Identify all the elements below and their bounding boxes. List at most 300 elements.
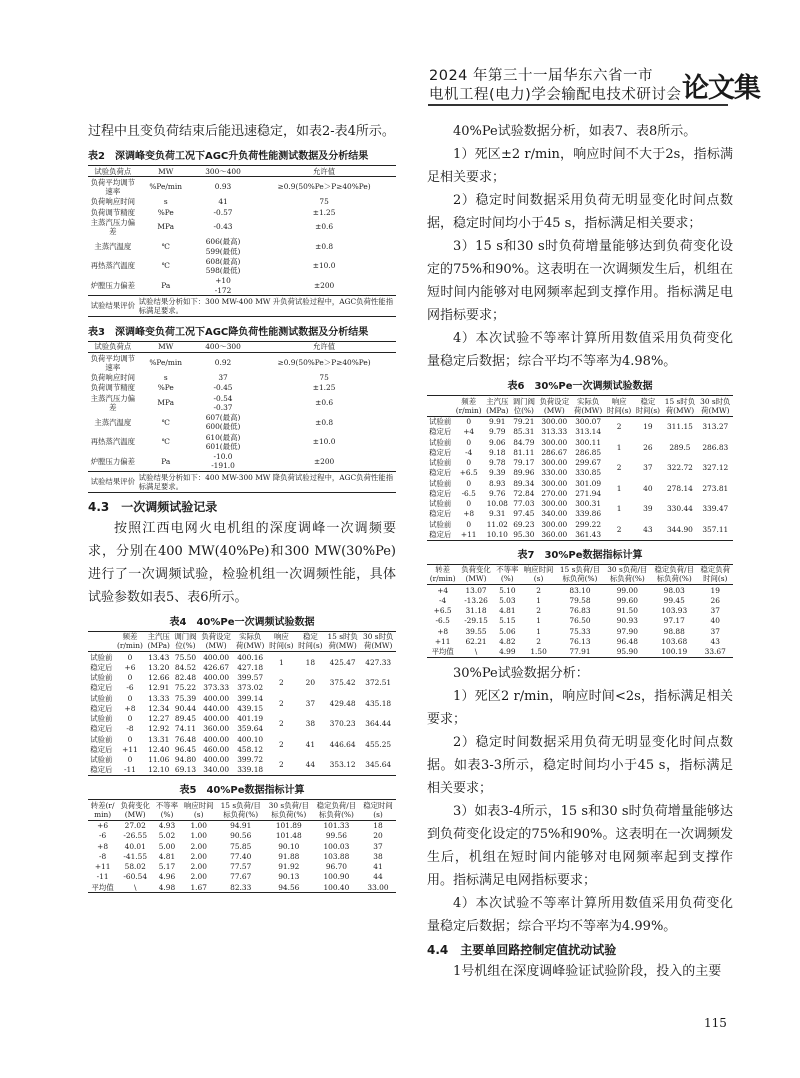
- table-cell: 试验前: [90, 755, 113, 764]
- table-cell: 0: [127, 693, 133, 703]
- table-cell: -11: [96, 872, 109, 882]
- table-cell: 77.40: [230, 851, 252, 861]
- table-cell-merged: 313.27: [702, 422, 729, 432]
- table-cell: 主蒸汽温度: [94, 417, 132, 427]
- table-cell: 稳定后: [429, 427, 452, 437]
- table-cell: ℃: [161, 241, 170, 251]
- table-header-cell: 300～400: [194, 166, 252, 177]
- table-header-cell: 30 s时负 荷(MW): [698, 396, 733, 417]
- table-cell: 79.17: [513, 458, 535, 467]
- table-cell: 33.67: [704, 647, 726, 656]
- table-cell: MPa: [157, 222, 175, 232]
- table-cell: 58.02: [124, 862, 146, 871]
- table-cell: 1.00: [190, 831, 207, 841]
- table-header-cell: 试验负荷点: [88, 341, 138, 352]
- table-row: [88, 862, 396, 872]
- table-cell: 稳定后: [429, 468, 452, 478]
- table-cell: 41: [218, 197, 228, 207]
- table-cell-merged: 1: [279, 657, 284, 667]
- table-cell: 82.48: [174, 673, 197, 682]
- table-cell: 75.50: [174, 652, 197, 662]
- table-cell-merged: 375.42: [329, 678, 356, 688]
- table-cell-merged: 2: [279, 739, 284, 749]
- table-cell: 100.90: [323, 872, 350, 882]
- table3-caption: 表3 深调峰变负荷工况下AGC降负荷性能测试数据及分析结果: [88, 326, 369, 338]
- table-cell: 400.16: [237, 652, 264, 662]
- table-cell: 95.90: [616, 647, 638, 656]
- table-cell-merged: 353.12: [329, 760, 356, 770]
- table-cell: s: [163, 373, 168, 382]
- analysis-40-item3: 3）15 s和30 s时负荷增量能够达到负荷变化设定的75%和90%。这表明在一次调频发生后，机组在短时间内能够对电网频率起到支撑作用。指标满足电网指标要求；: [427, 239, 733, 323]
- table-cell: 76.50: [569, 616, 591, 626]
- table-cell: %Pe/min: [149, 182, 183, 192]
- table-cell: 9.78: [489, 458, 506, 467]
- table-cell: -6: [99, 831, 107, 841]
- table-cell: 75.39: [174, 693, 197, 703]
- table-row: [427, 616, 733, 626]
- table-cell: ±200: [313, 456, 335, 466]
- table-cell: 300.00: [541, 519, 568, 529]
- table-header-cell: 负荷变化 (MW): [117, 800, 153, 821]
- table-cell: 2: [536, 636, 541, 646]
- table-cell: 84.52: [174, 662, 197, 672]
- table-cell: 负荷调节精度: [90, 383, 135, 393]
- table-cell: \: [133, 882, 137, 892]
- table-cell-merged: 2: [279, 698, 284, 708]
- table-header-cell: 不等率 (%): [494, 564, 521, 585]
- table-cell: 299.22: [575, 519, 602, 529]
- table-cell: 100.19: [661, 647, 688, 656]
- table-cell: 98.03: [663, 585, 685, 595]
- table-cell: 0: [127, 652, 133, 662]
- table-header-cell: 30 s时负 荷(MW): [360, 631, 396, 652]
- table-cell: 13.07: [465, 585, 487, 595]
- table-cell: ±1.25: [312, 207, 336, 217]
- table-cell: 99.00: [616, 585, 638, 595]
- table2: [88, 165, 396, 317]
- table5-caption: 表5 40%Pe数据指标计算: [179, 785, 305, 796]
- table-row: [88, 673, 396, 683]
- table-cell-merged: 43: [643, 524, 653, 534]
- table-cell: 37: [218, 373, 228, 382]
- table-cell: +8: [97, 841, 109, 851]
- table-cell: 稳定后: [90, 703, 113, 713]
- table-cell: 373.33: [203, 683, 230, 693]
- table-cell: 38: [373, 851, 383, 861]
- table-cell: 400.00: [203, 673, 230, 682]
- table-cell: 76.83: [569, 606, 591, 615]
- table-cell: 103.88: [323, 851, 350, 861]
- table-cell: %Pe: [157, 207, 174, 217]
- page-header: [0, 0, 800, 108]
- table-cell: 100.40: [323, 882, 350, 892]
- table-cell: 97.17: [663, 616, 685, 626]
- table-cell: 负荷平均调节速率: [90, 353, 135, 372]
- table-row: [88, 237, 396, 257]
- table-cell: 再热蒸汽温度: [90, 437, 135, 447]
- table-cell: 83.10: [569, 585, 591, 595]
- table-cell-merged: 41: [305, 739, 316, 749]
- table-cell: 12.92: [148, 724, 170, 734]
- table-cell: 27.02: [124, 821, 146, 830]
- table-cell: 77.03: [513, 499, 535, 508]
- table-cell: ±0.6: [315, 222, 334, 232]
- table-cell-merged: 344.90: [666, 524, 693, 534]
- table-cell: 101.89: [275, 821, 302, 830]
- table-cell-merged: 2: [616, 463, 622, 473]
- table-row: [88, 734, 396, 744]
- table-header-cell: 15 s负荷/目 标负荷(%): [217, 800, 265, 821]
- table-cell: 90.13: [278, 872, 300, 882]
- table-cell: 44: [373, 872, 383, 882]
- table2-caption: 表2 深调峰变负荷工况下AGC升负荷性能测试数据及分析结果: [88, 151, 369, 162]
- table-cell: 31.18: [465, 606, 487, 615]
- table-cell: 94.80: [174, 755, 197, 764]
- table-cell: ±10.0: [312, 261, 336, 271]
- table-cell: 69.23: [513, 519, 535, 529]
- table-cell: 5.10: [499, 585, 516, 595]
- table-row: [88, 755, 396, 765]
- table-header-cell: 负荷设定 (MW): [199, 631, 234, 652]
- table-row: [88, 353, 396, 373]
- table-cell-merged: 2: [279, 760, 284, 770]
- table-cell: 0: [466, 499, 472, 508]
- table-cell: 2: [536, 585, 541, 595]
- table-row: [427, 647, 733, 658]
- table-cell: 12.91: [148, 683, 170, 693]
- table-cell: 313.14: [575, 427, 602, 437]
- table-cell: 40: [710, 616, 720, 626]
- table-row: [88, 256, 396, 276]
- table-cell: -41.55: [123, 851, 148, 861]
- table-cell-merged: 1: [616, 483, 622, 493]
- table-cell: 300.00: [541, 437, 568, 447]
- table-cell: 5.02: [158, 831, 176, 841]
- table-cell-merged: 427.33: [365, 657, 392, 667]
- table-cell: 400.10: [237, 734, 264, 744]
- table-cell: +6: [124, 662, 136, 672]
- section-4-4-heading: 4.4 主要单回路控制定值扰动试验: [427, 942, 617, 957]
- table-cell: 0: [127, 714, 133, 723]
- table-cell: +11: [122, 744, 138, 754]
- table-cell-merged: 311.15: [666, 422, 693, 432]
- table-cell: 399.57: [237, 673, 264, 682]
- table-cell: 91.88: [278, 851, 300, 861]
- table-cell: 11.06: [148, 755, 170, 764]
- table-row: [88, 207, 396, 217]
- table-cell: +8: [124, 703, 136, 713]
- table-cell: 9.39: [489, 468, 506, 478]
- table-cell: 74.11: [174, 724, 197, 734]
- table-cell: 399.72: [237, 755, 264, 764]
- table-cell: 84.79: [513, 437, 535, 447]
- table-cell: 18: [373, 821, 383, 830]
- table-cell: 8.93: [489, 478, 506, 488]
- table-cell: 96.48: [616, 636, 638, 646]
- evaluation-text: 试验结果分析如下：300 MW-400 MW 升负荷试验过程中，AGC负荷性能指标满足要求。: [138, 296, 396, 317]
- table-cell: 300.00: [541, 417, 568, 426]
- evaluation-label: 试验结果评价: [88, 296, 138, 317]
- table-cell: 12.10: [148, 765, 170, 775]
- table-cell: +10 -172: [214, 276, 232, 295]
- table-row: [427, 595, 733, 605]
- table-cell: 75: [319, 373, 329, 382]
- table6-caption: 表6 30%Pe一次调频试验数据: [507, 381, 653, 392]
- table-cell: 89.96: [513, 468, 535, 478]
- table-cell-merged: 1: [616, 442, 622, 452]
- table-cell: 101.33: [323, 821, 350, 830]
- table-cell: 9.06: [489, 437, 506, 447]
- section-4-3-heading: 4.3 一次调频试验记录: [88, 499, 218, 514]
- table-cell: 360.00: [203, 724, 230, 734]
- table-cell: 75.22: [174, 683, 197, 693]
- table-cell: 5.00: [158, 841, 176, 851]
- table-cell: 91.92: [278, 862, 300, 871]
- table-cell: -6.5: [435, 616, 450, 626]
- table-cell: %Pe/min: [149, 358, 183, 368]
- table-cell: 299.67: [575, 458, 602, 467]
- table-cell: 330.00: [541, 468, 568, 478]
- table-cell: 4.82: [499, 636, 516, 646]
- table-cell: 试验前: [90, 714, 113, 723]
- table-cell: 2.00: [190, 841, 207, 851]
- table-cell: -4: [465, 447, 473, 457]
- table-cell: 稳定后: [90, 662, 113, 672]
- evaluation-label: 试验结果评价: [88, 472, 138, 493]
- table-cell: 0: [466, 478, 472, 488]
- table-row: [88, 393, 396, 413]
- table-cell: 试验前: [90, 734, 113, 744]
- table-row: [88, 693, 396, 703]
- table-cell: -4: [439, 595, 447, 605]
- table-cell: 400.00: [203, 693, 230, 703]
- table-row: [88, 276, 396, 296]
- table-cell: 427.18: [237, 662, 264, 672]
- table-cell: 339.86: [575, 509, 602, 519]
- table-cell: 62.21: [465, 636, 487, 646]
- table-row: [88, 714, 396, 724]
- table-cell: 72.84: [513, 488, 535, 498]
- table-cell: 607(最高) 600(最低): [205, 413, 241, 432]
- table-cell: 4.81: [499, 606, 516, 615]
- analysis-30-item3: 3）如表3-4所示，15 s和30 s时负荷增量能够达到负荷变化设定的75%和90%。这表明在一次调频发生后，机组在短时间内能够对电网频率起到支撑作用。指标满足电网指标要求；: [427, 803, 733, 888]
- table-cell: Pa: [161, 456, 171, 466]
- table-cell: 89.34: [513, 478, 535, 488]
- table-cell: 13.33: [148, 693, 170, 703]
- table-cell: -60.54: [123, 872, 148, 882]
- table4: [88, 631, 396, 777]
- table-cell: 75.85: [230, 841, 252, 851]
- table-cell: 300.31: [575, 499, 602, 508]
- table-cell-merged: 327.12: [702, 463, 729, 473]
- table-cell: ≥0.9(50%Pe＞P≥40%Pe): [277, 182, 371, 192]
- table-cell-merged: 425.47: [329, 657, 356, 667]
- table-cell: 37: [710, 606, 720, 615]
- table-cell: 13.20: [148, 662, 170, 672]
- table-cell: 11.02: [486, 519, 508, 529]
- table-cell: 5.17: [158, 862, 176, 871]
- table-cell: 300.00: [541, 478, 568, 488]
- table-cell: 4.96: [158, 872, 176, 882]
- table-row: [88, 432, 396, 452]
- table-row: [88, 452, 396, 472]
- table-cell: 43: [710, 636, 720, 646]
- table-header-cell: 主汽压 (MPa): [145, 631, 172, 652]
- table-cell: 330.85: [575, 468, 602, 478]
- table-cell: 301.09: [575, 478, 602, 488]
- table-row: [427, 585, 733, 596]
- evaluation-row: [88, 296, 396, 317]
- table-cell-merged: 364.44: [365, 719, 392, 729]
- table-cell: 89.45: [174, 714, 197, 723]
- table-cell: 85.31: [513, 427, 535, 437]
- table-cell: ±1.25: [312, 383, 336, 393]
- table-cell: 负荷响应时间: [90, 197, 135, 207]
- table-cell: 平均值: [91, 882, 114, 892]
- table-cell-merged: 345.64: [365, 760, 392, 770]
- table-cell: 96.45: [174, 744, 197, 754]
- table-cell: 炉膛压力偏差: [90, 456, 135, 466]
- table-cell: 4.98: [158, 882, 176, 892]
- table-cell: -0.43: [213, 222, 233, 232]
- table-header-cell: 响应 时间(s): [267, 631, 296, 652]
- table-cell: 95.30: [513, 529, 535, 539]
- table-header-cell: [427, 396, 453, 417]
- analysis-40-item2: 2）稳定时间数据采用负荷无明显变化时间点数据，稳定时间均小于45 s，指标满足相关要求；: [427, 193, 733, 231]
- table-cell: 361.43: [575, 529, 602, 539]
- table-header-cell: 调门阀 位(%): [511, 396, 537, 417]
- table-cell: 101.48: [275, 831, 302, 841]
- table-cell: 0: [466, 458, 472, 467]
- table-header-cell: 主汽压 (MPa): [484, 396, 511, 417]
- table-cell: MPa: [157, 398, 175, 408]
- table-cell-merged: 2: [279, 678, 284, 688]
- table-cell: +11: [434, 636, 451, 646]
- table-cell-merged: 429.48: [329, 698, 356, 708]
- table-cell: 0: [127, 755, 133, 764]
- table-cell: -0.45: [213, 383, 233, 393]
- table-row: [88, 841, 396, 851]
- table-cell: 负荷响应时间: [90, 373, 135, 382]
- table-header-cell: 频差 (r/min): [115, 631, 146, 652]
- table-cell: 10.10: [486, 529, 508, 539]
- table-row: [427, 636, 733, 646]
- table-cell: 12.66: [148, 673, 170, 682]
- table-cell: 90.10: [278, 841, 300, 851]
- table-cell: 610(最高) 601(最低): [205, 432, 241, 451]
- table-cell-merged: 44: [305, 760, 316, 770]
- table-cell: 稳定后: [429, 488, 452, 498]
- table-cell: 300.00: [541, 458, 568, 467]
- table-cell-merged: 372.51: [365, 678, 392, 688]
- table-cell: 300.00: [541, 499, 568, 508]
- header-rule: [428, 104, 728, 106]
- table-cell: 1.50: [530, 647, 547, 656]
- table-header-cell: 转差(r/ min): [88, 800, 117, 821]
- table-row: [88, 373, 396, 383]
- table-cell-merged: 370.23: [329, 719, 356, 729]
- table-cell: 试验前: [429, 478, 452, 488]
- table-cell: 99.56: [325, 831, 347, 841]
- table-row: [88, 177, 396, 197]
- table-cell: 103.93: [661, 606, 688, 615]
- table-header-cell: MW: [138, 166, 194, 177]
- table-cell: 100.03: [323, 841, 350, 851]
- table-cell: 399.14: [237, 693, 264, 703]
- table-cell-merged: 18: [305, 657, 316, 667]
- table-cell: 340.00: [541, 509, 568, 519]
- table-row: [88, 820, 396, 831]
- table-cell: 373.02: [237, 683, 264, 693]
- table-row: [427, 458, 733, 468]
- table-cell: 20: [373, 831, 383, 841]
- evaluation-text: 试验结果分析如下：400 MW-300 MW 降负荷试验过程中，AGC负荷性能指标满足要求。: [138, 472, 396, 493]
- table-cell: 426.67: [203, 662, 230, 672]
- table-row: [88, 413, 396, 433]
- table-header-cell: 30 s负荷/目 标负荷(%): [604, 564, 651, 585]
- table-cell: 2: [536, 606, 541, 615]
- table-cell: ±200: [313, 280, 335, 290]
- evaluation-row: [88, 472, 396, 493]
- table-cell: 77.91: [569, 647, 591, 656]
- table-cell-merged: 322.72: [666, 463, 693, 473]
- table-cell: +6: [97, 821, 109, 830]
- table-header-cell: 15 s负荷/目 标负荷(%): [556, 564, 603, 585]
- table-cell: 0: [466, 519, 472, 529]
- table-cell-merged: 455.25: [365, 739, 392, 749]
- table-header-cell: 实际负 荷(MW): [572, 396, 605, 417]
- table-cell-merged: 2: [279, 719, 284, 729]
- table-cell: 0: [466, 437, 472, 447]
- section-4-4-paragraph: 1号机组在深度调峰验证试验阶段，投入的主要: [453, 963, 722, 979]
- table-cell: 主蒸汽温度: [94, 241, 132, 251]
- table-cell: 试验前: [90, 673, 113, 682]
- table-cell: 炉膛压力偏差: [90, 280, 135, 290]
- table-cell: 12.34: [148, 703, 170, 713]
- table-cell: 300.11: [575, 437, 602, 447]
- table3: [88, 341, 396, 493]
- table-cell: 试验前: [429, 458, 452, 467]
- table-header-cell: 调门阀 位(%): [172, 631, 199, 652]
- table-row: [88, 872, 396, 882]
- table-row: [88, 831, 396, 841]
- table-cell: 再热蒸汽温度: [90, 261, 135, 271]
- table6: [427, 395, 733, 541]
- table-cell: 359.64: [237, 724, 264, 734]
- table-row: [427, 437, 733, 447]
- table-cell: 401.19: [237, 714, 264, 723]
- table-row: [427, 519, 733, 529]
- table-cell: 稳定后: [90, 683, 113, 693]
- table-cell: 90.44: [174, 703, 197, 713]
- table7-caption: 表7 30%Pe数据指标计算: [517, 549, 643, 561]
- table-cell: 1.00: [190, 821, 207, 830]
- table-cell: 440.00: [203, 703, 230, 713]
- table-cell: 300.07: [575, 417, 602, 426]
- table-header-cell: 15 s时负 荷(MW): [662, 396, 697, 417]
- table-cell: ℃: [161, 417, 170, 427]
- table-cell: 271.94: [575, 488, 602, 498]
- table-header-cell: 允许值: [252, 341, 396, 352]
- table-header-cell: 实际负 荷(MW): [234, 631, 267, 652]
- table-cell: 13.31: [148, 734, 170, 744]
- table-cell: 39.55: [465, 626, 487, 636]
- table-cell: 96.70: [325, 862, 347, 871]
- table-row: [88, 197, 396, 207]
- table-row: [88, 652, 396, 663]
- table-cell: 286.67: [541, 447, 568, 457]
- table-cell-merged: 40: [643, 483, 653, 493]
